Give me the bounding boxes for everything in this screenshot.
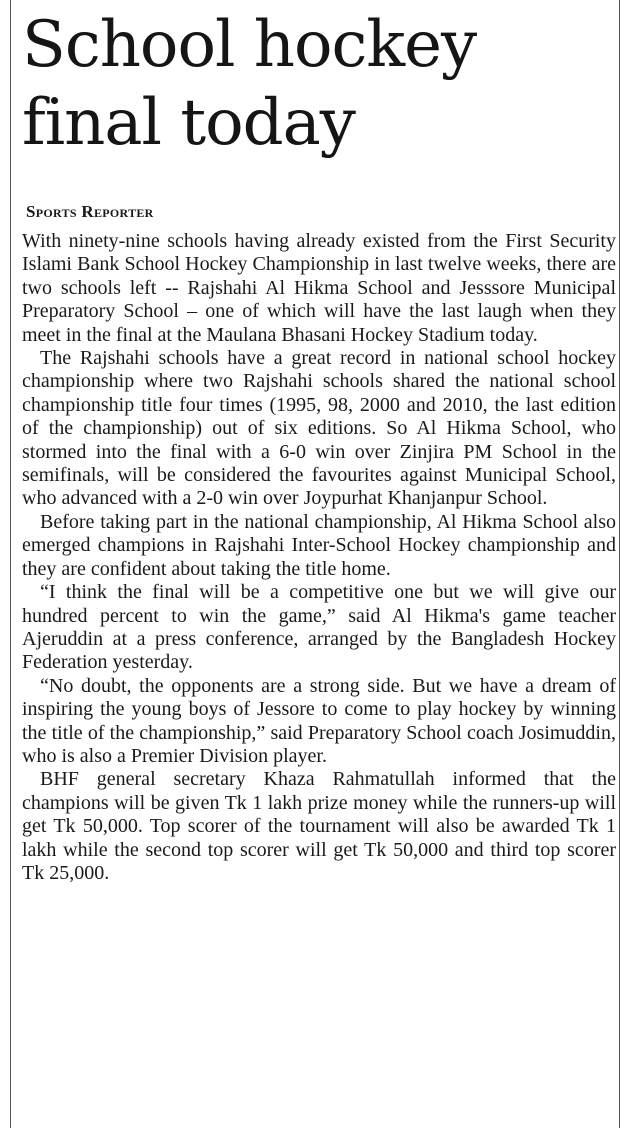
paragraph: Before taking part in the national championship, Al Hikma School also emerged champions in Rajshahi Inter-School Hockey championship and they are confident about taking the title home.	[22, 510, 616, 580]
paragraph: BHF general secretary Khaza Rahmatullah informed that the champions will be given Tk 1 lakh prize money while the runners-up will get Tk 50,000. Top scorer of the tournament will also be awarded Tk 1 lakh while the second top scorer will get Tk 50,000 and third top scorer Tk 25,000.	[22, 768, 616, 884]
headline: School hockey final today	[22, 8, 477, 160]
news-article	[22, 6, 616, 885]
paragraph: “I think the final will be a competitive one but we will give our hundred percent to win the game,” said Al Hikma's game teacher Ajeruddin at a press conference, arranged by the Bangladesh Hockey Federation yesterday.	[22, 581, 616, 674]
byline: Sports Reporter	[26, 202, 154, 221]
article-body	[22, 230, 616, 885]
column-rule-right	[619, 0, 620, 1128]
paragraph: With ninety-nine schools having already existed from the First Security Islami Bank School Hockey Championship in last twelve weeks, there are two schools left -- Rajshahi Al Hikma School and Jesssore Municipal Preparatory School – one of which will have the last laugh when they meet in the final at the Maulana Bhasani Hockey Stadium today.	[22, 230, 616, 346]
column-rule-left	[10, 0, 11, 1128]
paragraph: The Rajshahi schools have a great record in national school hockey championship where two Rajshahi schools shared the national school championship title four times (1995, 98, 2000 and 2010, the last edition of the championship) out of six editions. So Al Hikma School, who stormed into the final with a 6-0 win over Zinjira PM School in the semifinals, will be considered the favourites against Municipal School, who advanced with a 2-0 win over Joypurhat Khanjanpur School.	[22, 347, 616, 510]
paragraph: “No doubt, the opponents are a strong side. But we have a dream of inspiring the young boys of Jessore to come to play hockey by winning the title of the championship,” said Preparatory School coach Josimuddin, who is also a Premier Division player.	[22, 674, 616, 767]
